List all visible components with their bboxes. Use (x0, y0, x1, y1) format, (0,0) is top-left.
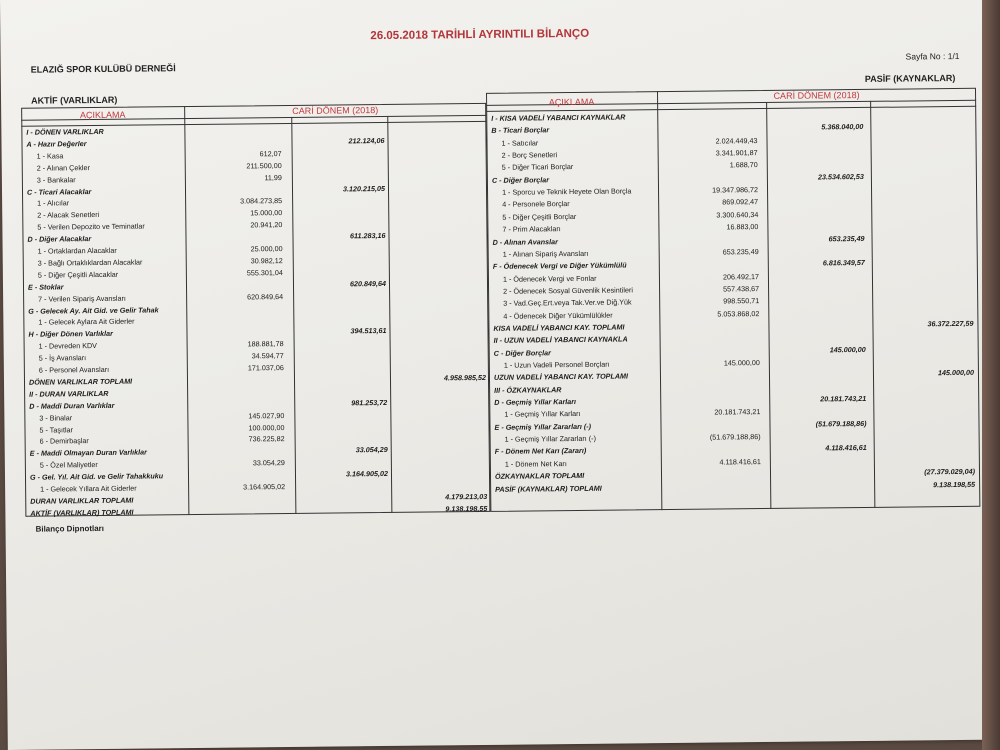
row-value-col2 (770, 282, 865, 283)
row-value-col1: 15.000,00 (250, 208, 283, 218)
row-label: F - Ödenecek Vergi ve Diğer Yükümlülü (492, 260, 627, 272)
row-value-col3: (27.379.029,04) (924, 466, 976, 477)
row-value-col3 (878, 268, 973, 269)
row-label: DURAN VARLIKLAR TOPLAMI (30, 495, 134, 506)
row-value-col1 (190, 493, 285, 494)
row-value-col3 (390, 253, 485, 254)
row-value-col1 (665, 419, 760, 420)
row-value-col1: (51.679.188,86) (709, 432, 761, 442)
row-value-col1: 3.341.901,87 (715, 148, 758, 158)
row-value-col2 (292, 373, 387, 374)
row-label: 2 - Ödenecek Sosyal Güvenlik Kesintileri (503, 285, 633, 296)
row-value-col2: 23.534.602,53 (817, 171, 864, 182)
row-label: D - Alınan Avanslar (492, 236, 558, 247)
row-value-col1: 34.594,77 (251, 351, 284, 361)
row-value-col3 (392, 467, 487, 468)
row-value-col1 (187, 184, 282, 185)
row-value-col1: 20.181.743,21 (714, 407, 761, 417)
row-value-col2 (768, 134, 863, 135)
row-value-col3 (389, 158, 484, 159)
row-value-col2: 212.124,06 (348, 135, 385, 146)
row-value-col3 (879, 342, 974, 343)
row-value-col1: 2.024.449,43 (715, 135, 758, 146)
row-label: 5 - Özel Maliyetler (39, 460, 98, 470)
row-value-col1 (666, 481, 761, 482)
row-value-col2 (293, 480, 388, 481)
row-value-col2 (291, 301, 386, 302)
row-value-col3 (389, 205, 484, 206)
row-label: 1 - Devreden KDV (38, 341, 98, 351)
pasif-period-header: CARİ DÖNEM (2018) (773, 90, 860, 101)
row-label: E - Stoklar (27, 282, 64, 292)
row-value-col1: 206.492,17 (722, 271, 759, 281)
row-label: F - Dönem Net Karı (Zararı) (494, 446, 587, 457)
row-value-col2 (770, 307, 865, 308)
balance-footnotes-title: Bilanço Dipnotları (35, 523, 105, 534)
row-label: 6 - Personel Avansları (38, 364, 110, 375)
row-value-col2: 20.181.743,21 (820, 393, 867, 404)
row-value-col1 (190, 469, 285, 470)
row-value-col2 (290, 218, 385, 219)
row-value-col2 (771, 368, 866, 369)
row-value-col3 (390, 289, 485, 290)
row-value-col3 (878, 281, 973, 282)
row-label: 5 - Taşıtlar (39, 424, 73, 435)
row-value-col3 (390, 241, 485, 242)
row-label: C - Ticari Alacaklar (26, 186, 92, 197)
row-value-col1: 11,99 (264, 172, 282, 182)
row-value-col3 (390, 277, 485, 278)
row-value-col2 (290, 159, 385, 160)
row-label: II - UZUN VADELİ YABANCI KAYNAKLA (493, 334, 628, 346)
row-value-col3 (389, 193, 484, 194)
row-value-col3 (878, 256, 973, 257)
row-value-col3 (392, 431, 487, 432)
row-value-col3 (392, 479, 487, 480)
row-value-col1: 145.027,90 (248, 410, 285, 421)
row-value-col1: 211.500,00 (246, 160, 282, 171)
row-value-col2 (292, 420, 387, 421)
row-value-col3 (392, 455, 487, 456)
row-value-col2 (771, 356, 866, 357)
row-label: 4 - Ödenecek Diğer Yükümlülükler (503, 310, 613, 321)
row-label: E - Maddi Olmayan Duran Varlıklar (29, 447, 147, 459)
row-value-col1: 30.982,12 (250, 255, 283, 266)
row-value-col3 (389, 229, 484, 230)
row-label: 5 - Diğer Çeşitli Borçlar (502, 211, 577, 222)
row-label: 1 - Geçmiş Yıllar Zararları (-) (504, 433, 596, 444)
row-value-col3 (879, 417, 974, 418)
row-value-col3: 145.000,00 (937, 368, 975, 378)
row-value-col2: 5.368.040,00 (821, 122, 864, 132)
row-value-col1: 3.084.273,85 (240, 196, 283, 206)
row-value-col3 (389, 181, 484, 182)
row-value-col3 (391, 396, 486, 397)
row-value-col1 (664, 258, 759, 259)
row-label: 1 - Geçmiş Yıllar Karları (504, 409, 581, 420)
row-label: UZUN VADELİ YABANCI KAY. TOPLAMI (493, 371, 629, 383)
row-label: 1 - Ortaklardan Alacaklar (37, 245, 117, 256)
row-value-col3 (877, 207, 972, 208)
row-label: 2 - Alacak Senetleri (37, 210, 100, 220)
row-value-col1: 736.225,82 (248, 434, 285, 444)
row-value-col3 (389, 170, 484, 171)
row-label: III - ÖZKAYNAKLAR (494, 384, 562, 395)
row-value-col1 (666, 443, 761, 444)
row-value-col3 (880, 441, 975, 442)
organization-name: ELAZIĞ SPOR KULÜBÜ DERNEĞİ (30, 63, 176, 75)
row-value-col1: 33.054,29 (252, 458, 285, 468)
row-value-col3 (876, 133, 971, 134)
row-value-col2 (291, 254, 386, 255)
row-value-col3 (877, 145, 972, 146)
row-value-col3 (388, 122, 483, 123)
row-value-col1 (664, 320, 759, 321)
row-value-col2 (772, 479, 867, 480)
row-label: 7 - Verilen Sipariş Avansları (38, 293, 126, 304)
row-value-col1: 16.883,00 (726, 222, 759, 232)
row-value-col1 (186, 124, 281, 125)
row-value-col2 (290, 194, 385, 195)
row-label: 3 - Bağlı Ortaklıklardan Alacaklar (37, 257, 143, 268)
row-label: 3 - Binalar (39, 412, 73, 423)
row-label: 5 - Diğer Çeşitli Alacaklar (37, 269, 119, 280)
row-value-col2 (769, 208, 864, 209)
aktif-period-header: CARİ DÖNEM (2018) (292, 105, 379, 116)
row-label: 5 - İş Avansları (38, 353, 87, 363)
row-value-col2 (769, 146, 864, 147)
row-value-col2 (770, 245, 865, 246)
row-value-col1 (665, 394, 760, 395)
row-value-col3 (877, 219, 972, 220)
row-label: D - Diğer Alacaklar (27, 234, 92, 244)
row-value-col2: 3.164.905,02 (345, 469, 389, 479)
row-value-col3 (876, 108, 971, 109)
row-value-col1 (188, 326, 283, 327)
row-value-col2 (292, 349, 387, 350)
row-value-col3 (390, 265, 485, 266)
row-value-col1: 653.235,49 (722, 246, 759, 257)
row-label: G - Gelecek Ay. Ait Gid. ve Gelir Tahak (28, 304, 159, 316)
row-label: 7 - Prim Alacakları (502, 224, 561, 234)
row-value-col1 (188, 314, 283, 315)
row-label: G - Gel. Yıl. Ait Gid. ve Gelir Tahakkuku (29, 471, 164, 482)
page-number: Sayfa No : 1/1 (905, 50, 960, 62)
table-edge (982, 0, 1000, 750)
row-value-col1 (189, 386, 284, 387)
row-label: 3 - Vad.Geç.Ert.veya Tak.Ver.ve Diğ.Yük (503, 297, 632, 308)
row-label: 4 - Personele Borçlar (502, 199, 570, 210)
row-value-col1: 20.941,20 (250, 220, 283, 230)
row-label: 1 - Gelecek Yıllara Ait Giderler (40, 483, 137, 494)
row-value-col1: 19.347.986,72 (712, 185, 759, 195)
row-label: 1 - Kasa (36, 151, 64, 161)
row-value-col3 (879, 404, 974, 405)
row-value-col3 (391, 336, 486, 337)
row-value-col1: 555.301,04 (246, 267, 283, 278)
row-label: ÖZKAYNAKLAR TOPLAMI (494, 471, 585, 481)
row-value-col1 (188, 279, 283, 280)
row-value-col1: 3.164.905,02 (243, 482, 286, 492)
row-value-col2 (769, 158, 864, 159)
row-label: 2 - Alınan Çekler (36, 162, 90, 173)
row-value-col1: 869.092,47 (722, 197, 759, 207)
row-label: D - Maddi Duran Varlıklar (29, 400, 115, 411)
row-value-col1: 1.688,70 (729, 160, 758, 170)
row-label: 6 - Demirbaşlar (39, 436, 89, 446)
row-label: A - Hazır Değerler (26, 138, 87, 149)
row-label: 1 - Satıcılar (501, 138, 539, 148)
row-value-col2 (293, 456, 388, 457)
row-value-col2 (293, 492, 388, 493)
row-value-col1 (187, 231, 282, 232)
row-value-col2 (293, 504, 388, 505)
row-label: I - KISA VADELİ YABANCI KAYNAKLAR (491, 112, 626, 123)
row-value-col3 (391, 419, 486, 420)
row-value-col2 (772, 455, 867, 456)
row-value-col1: 998.550,71 (723, 296, 760, 306)
row-value-col1: 612,07 (259, 148, 282, 159)
row-value-col2: 620.849,64 (349, 278, 387, 289)
row-value-col2 (770, 270, 865, 271)
row-value-col3 (880, 429, 975, 430)
row-label: 1 - Ödenecek Vergi ve Fonlar (502, 273, 597, 284)
row-value-col2 (769, 183, 864, 184)
row-label: I - DÖNEN VARLIKLAR (26, 126, 104, 137)
row-label: 1 - Alıcılar (37, 198, 70, 209)
row-value-col1 (666, 468, 761, 469)
row-value-col1 (189, 374, 284, 375)
row-value-col3: 4.958.985,52 (443, 372, 487, 383)
row-label: E - Geçmiş Yıllar Zararları (-) (494, 421, 592, 432)
document-title: 26.05.2018 TARİHLİ AYRINTILI BİLANÇO (370, 27, 590, 43)
row-label: B - Ticari Borçlar (491, 125, 550, 136)
row-value-col3 (877, 194, 972, 195)
row-value-col1 (665, 345, 760, 346)
row-value-col1 (662, 110, 757, 111)
row-label: 5 - Verilen Depozito ve Teminatlar (37, 221, 145, 232)
row-value-col3 (878, 305, 973, 306)
row-value-col3 (388, 134, 483, 135)
row-value-col2 (771, 331, 866, 332)
row-value-col3 (391, 408, 486, 409)
row-value-col3 (878, 244, 973, 245)
row-label: 1 - Uzun Vadeli Personel Borçları (503, 359, 610, 370)
row-value-col2: 394.513,61 (350, 326, 387, 336)
row-value-col1 (665, 332, 760, 333)
row-value-col3 (877, 157, 972, 158)
row-value-col3 (879, 380, 974, 381)
row-value-col2 (769, 195, 864, 196)
row-value-col2 (772, 430, 867, 431)
row-value-col2 (291, 242, 386, 243)
row-value-col1 (665, 369, 760, 370)
row-label: H - Diğer Dönen Varlıklar (28, 329, 113, 340)
row-value-col2 (291, 266, 386, 267)
row-value-col3 (392, 443, 487, 444)
row-value-col3 (389, 217, 484, 218)
row-value-col3 (877, 182, 972, 183)
row-value-col1: 557.438,67 (723, 283, 760, 294)
row-value-col1: 25.000,00 (250, 244, 283, 254)
row-value-col2: 981.253,72 (351, 397, 388, 408)
row-value-col1: 100.000,00 (248, 422, 285, 432)
row-value-col1: 171.037,06 (247, 363, 284, 373)
row-value-col2 (292, 409, 387, 410)
row-value-col3 (391, 360, 486, 361)
row-value-col1: 620.849,64 (247, 291, 284, 302)
row-label: 1 - Sporcu ve Teknik Heyete Olan Borçla (501, 186, 632, 197)
row-value-col2 (290, 206, 385, 207)
row-value-col1: 5.053.868,02 (717, 308, 760, 319)
row-value-col1 (186, 136, 281, 137)
row-value-col3: 9.138.198,55 (933, 479, 976, 489)
row-value-col1 (665, 382, 760, 383)
row-value-col2 (293, 432, 388, 433)
row-value-col1: 188.881,78 (247, 339, 284, 349)
row-label: 5 - Diğer Ticari Borçlar (501, 162, 574, 173)
row-value-col3 (877, 231, 972, 232)
row-label: 2 - Borç Senetleri (501, 150, 558, 160)
row-value-col2: 611.283,16 (349, 231, 386, 241)
row-value-col1 (663, 172, 758, 173)
row-label: 1 - Alınan Sipariş Avansları (502, 248, 589, 259)
row-value-col3 (391, 384, 486, 385)
row-value-col3 (390, 300, 485, 301)
pasif-heading: PASİF (KAYNAKLAR) (864, 72, 956, 84)
row-label: D - Geçmiş Yıllar Karları (494, 397, 577, 407)
row-value-col3 (389, 146, 484, 147)
row-value-col2 (291, 313, 386, 314)
row-value-col2 (769, 220, 864, 221)
row-value-col3 (390, 324, 485, 325)
row-value-col3: 4.179.213,03 (445, 491, 488, 502)
row-value-col1: 4.118.416,61 (719, 456, 761, 467)
row-label: PASİF (KAYNAKLAR) TOPLAMI (495, 483, 602, 494)
row-value-col3: 9.138.198,55 (445, 503, 488, 514)
row-value-col1 (663, 234, 758, 235)
row-value-col2 (771, 381, 866, 382)
row-value-col3 (878, 293, 973, 294)
row-value-col2 (289, 123, 384, 124)
row-label: AKTİF (VARLIKLAR) TOPLAMI (30, 507, 134, 518)
aktif-label-header: AÇIKLAMA (79, 109, 126, 121)
row-label: II - DURAN VARLIKLAR (29, 388, 109, 399)
row-value-col3: 36.372.227,59 (927, 318, 974, 329)
row-value-col3 (391, 348, 486, 349)
row-value-col1: 145.000,00 (723, 358, 760, 368)
row-value-col1 (190, 505, 285, 506)
row-value-col2 (290, 147, 385, 148)
row-value-col2 (772, 467, 867, 468)
row-value-col1: 3.300.640,34 (716, 209, 759, 220)
row-value-col2: 4.118.416,61 (825, 443, 867, 453)
row-label: C - Diğer Borçlar (491, 175, 550, 185)
aktif-heading: AKTİF (VARLIKLAR) (31, 94, 118, 106)
row-value-col2: 3.120.215,05 (342, 183, 386, 193)
row-value-col2 (771, 405, 866, 406)
row-label: 3 - Bankalar (36, 174, 76, 185)
row-value-col1 (662, 122, 757, 123)
row-value-col3 (390, 312, 485, 313)
row-value-col2: 33.054,29 (355, 445, 388, 455)
row-value-col2 (290, 171, 385, 172)
row-value-col2: (51.679.188,86) (815, 418, 867, 429)
row-value-col2 (292, 337, 387, 338)
row-value-col3 (877, 170, 972, 171)
row-value-col2 (292, 361, 387, 362)
row-value-col2: 6.816.349,57 (822, 258, 865, 268)
row-label: C - Diğer Borçlar (493, 347, 551, 358)
row-value-col2 (292, 385, 387, 386)
row-label: KISA VADELİ YABANCI KAY. TOPLAMI (493, 322, 625, 333)
pasif-label-header: AÇIKLAMA (548, 96, 595, 108)
row-value-col2: 145.000,00 (829, 344, 866, 354)
row-value-col2 (770, 319, 865, 320)
row-value-col3 (879, 330, 974, 331)
row-value-col2 (770, 294, 865, 295)
row-value-col1 (188, 303, 283, 304)
row-value-col2: 653.235,49 (828, 233, 865, 243)
row-value-col1 (190, 445, 285, 446)
row-value-col2 (291, 290, 386, 291)
row-label: DÖNEN VARLIKLAR TOPLAMI (28, 376, 133, 387)
row-value-col3 (880, 454, 975, 455)
row-value-col3 (879, 355, 974, 356)
row-label: 1 - Dönem Net Karı (504, 458, 567, 469)
row-label: 1 - Gelecek Aylara Ait Giderler (38, 316, 135, 328)
row-value-col3 (876, 120, 971, 121)
row-value-col2 (768, 109, 863, 110)
row-value-col1 (189, 398, 284, 399)
row-value-col3 (879, 392, 974, 393)
